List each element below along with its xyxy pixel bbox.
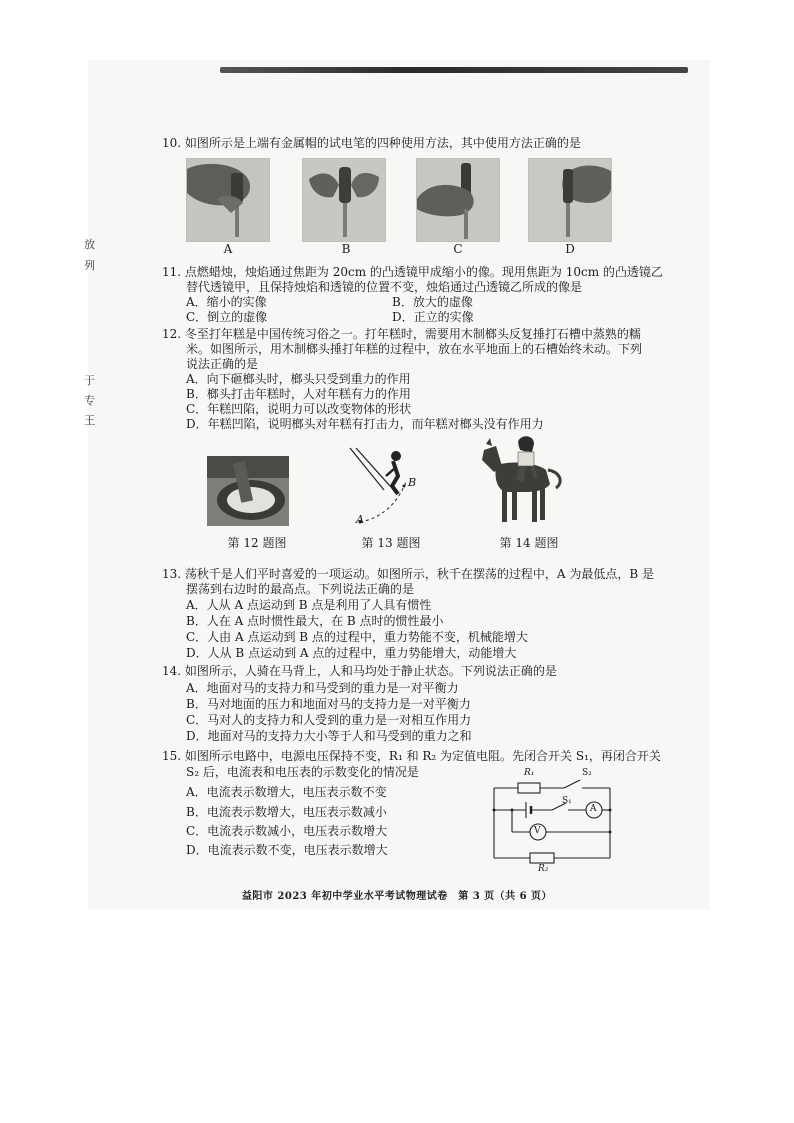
horse-rider-icon [476, 436, 566, 528]
question-10 [162, 136, 581, 151]
tester-photo-c [416, 158, 500, 242]
question-number: 13. [162, 567, 182, 581]
question-text: 荡秋千是人们平时喜爱的一项运动。如图所示，秋千在摆荡的过程中，A 为最低点，B 是 [184, 567, 655, 581]
figure-14-caption: 第 14 题图 [499, 536, 559, 550]
option-d: D．电流表示数不变，电压表示数增大 [186, 843, 388, 857]
hand-holding-tester-icon [187, 159, 269, 241]
s2-label: S₂ [582, 768, 592, 778]
hand-holding-tester-icon [303, 159, 385, 241]
figure-12-caption: 第 12 题图 [227, 536, 287, 550]
mortar-pestle-icon [207, 456, 289, 526]
r2-label: R₂ [538, 864, 549, 874]
photo-label-d: D [565, 242, 575, 256]
figure-12-mortar-photo [207, 456, 289, 526]
option-d: D．地面对马的支持力大小等于人和马受到的重力之和 [186, 729, 472, 743]
s1-label: S₁ [562, 796, 572, 806]
page-footer: 益阳市 2023 年初中学业水平考试物理试卷 第 3 页（共 6 页） [241, 891, 553, 902]
question-11 [162, 265, 663, 280]
option-d: D．年糕凹陷，说明榔头对年糕有打击力，而年糕对榔头没有作用力 [186, 417, 544, 431]
margin-char: 于 [84, 374, 95, 387]
tester-photo-b [302, 158, 386, 242]
question-text: 冬至打年糕是中国传统习俗之一。打年糕时，需要用木制榔头反复捶打石槽中蒸熟的糯 [184, 327, 641, 341]
point-a-label: A [356, 513, 364, 526]
question-14 [162, 664, 557, 679]
option-a: A．缩小的实像 [186, 295, 267, 309]
question-12-line3: 说法正确的是 [186, 357, 259, 371]
question-15 [162, 749, 661, 764]
question-13-line2: 摆荡到右边时的最高点。下列说法正确的是 [186, 582, 415, 596]
figure-13-swing [340, 446, 420, 528]
option-c: C．倒立的虚像 [186, 310, 268, 324]
question-number: 14. [162, 664, 182, 678]
margin-char: 放 [84, 238, 95, 251]
question-text: 如图所示是上端有金属帽的试电笔的四种使用方法，其中使用方法正确的是 [184, 136, 581, 150]
circuit-diagram [486, 770, 616, 876]
r1-label: R₁ [524, 768, 535, 778]
question-number: 12. [162, 327, 182, 341]
option-b: B．放大的虚像 [392, 295, 473, 309]
option-c: C．电流表示数减小，电压表示数增大 [186, 824, 388, 838]
ammeter-label: A [590, 804, 597, 814]
option-a: A．地面对马的支持力和马受到的重力是一对平衡力 [186, 681, 459, 695]
option-c: C．马对人的支持力和人受到的重力是一对相互作用力 [186, 713, 472, 727]
top-shadow-bar [220, 67, 688, 73]
margin-char: 列 [84, 259, 95, 272]
figure-13-caption: 第 13 题图 [361, 536, 421, 550]
option-a: A．电流表示数增大，电压表示数不变 [186, 785, 387, 799]
option-a: A．向下砸榔头时，榔头只受到重力的作用 [186, 372, 411, 386]
figure-14-horse-rider [476, 436, 566, 528]
option-a: A．人从 A 点运动到 B 点是利用了人具有惯性 [186, 598, 432, 612]
option-b: B．榔头打击年糕时，人对年糕有力的作用 [186, 387, 411, 401]
question-text: 如图所示，人骑在马背上，人和马均处于静止状态。下列说法正确的是 [184, 664, 557, 678]
question-12 [162, 327, 641, 342]
question-13 [162, 567, 654, 582]
voltmeter-label: V [534, 826, 541, 836]
question-11-line2: 替代透镜甲，且保持烛焰和透镜的位置不变，烛焰通过凸透镜乙所成的像是 [186, 280, 583, 294]
photo-label-a: A [223, 242, 233, 256]
tester-photo-a [186, 158, 270, 242]
option-b: B．电流表示数增大，电压表示数减小 [186, 805, 387, 819]
option-d: D．人从 B 点运动到 A 点的过程中，重力势能增大，动能增大 [186, 646, 517, 660]
point-b-label: B [408, 476, 417, 489]
margin-char: 王 [84, 414, 95, 427]
question-number: 11. [162, 265, 182, 279]
option-c: C．人由 A 点运动到 B 点的过程中，重力势能不变，机械能增大 [186, 630, 528, 644]
photo-label-b: B [341, 242, 351, 256]
question-15-line2: S₂ 后，电流表和电压表的示数变化的情况是 [186, 765, 419, 779]
hand-holding-tester-icon [529, 159, 611, 241]
option-c: C．年糕凹陷，说明力可以改变物体的形状 [186, 402, 412, 416]
option-b: B．人在 A 点时惯性最大，在 B 点时的惯性最小 [186, 614, 444, 628]
question-text: 点燃蜡烛，烛焰通过焦距为 20cm 的凸透镜甲成缩小的像。现用焦距为 10cm 的凸透镜乙 [184, 265, 663, 279]
tester-photo-d [528, 158, 612, 242]
circuit-schematic [486, 770, 616, 876]
option-d: D．正立的实像 [392, 310, 474, 324]
question-number: 15. [162, 749, 182, 763]
hand-holding-tester-icon [417, 159, 499, 241]
question-12-line2: 米。如图所示，用木制榔头捶打年糕的过程中，放在水平地面上的石槽始终未动。下列 [186, 342, 643, 356]
question-text: 如图所示电路中，电源电压保持不变，R₁ 和 R₂ 为定值电阻。先闭合开关 S₁，再闭合开关 [184, 749, 661, 763]
question-number: 10. [162, 136, 182, 150]
photo-label-c: C [453, 242, 463, 256]
option-b: B．马对地面的压力和地面对马的支持力是一对平衡力 [186, 697, 471, 711]
margin-char: 专 [84, 394, 95, 407]
